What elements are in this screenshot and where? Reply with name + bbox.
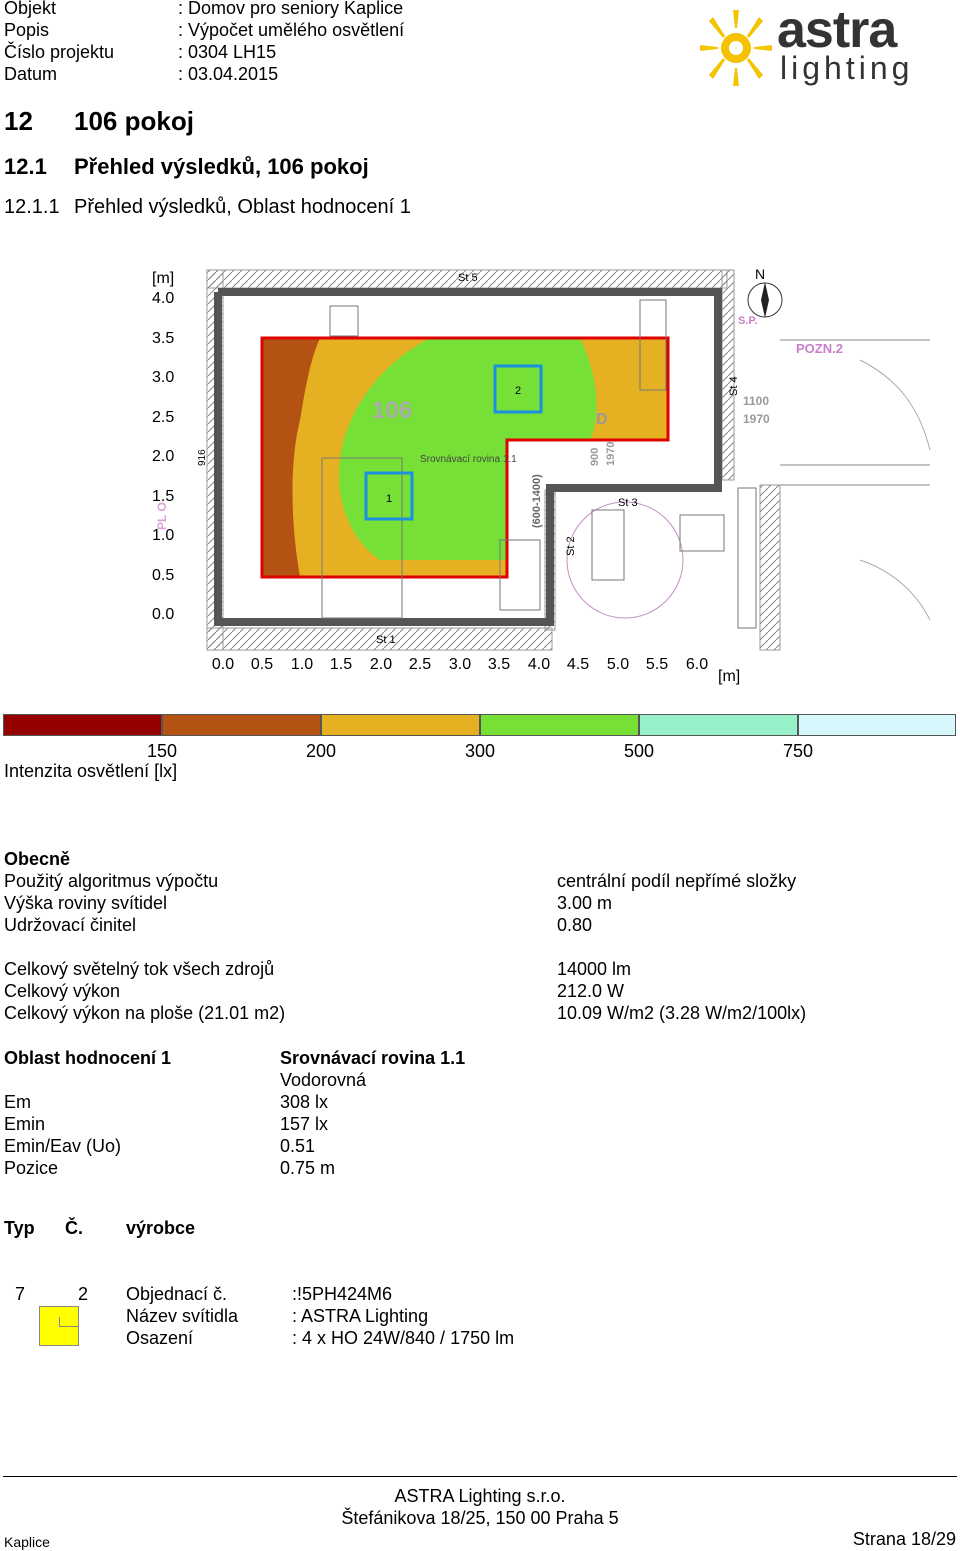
door-label: D: [596, 411, 608, 428]
legend-swatch: [639, 714, 798, 736]
wall-hatch: [722, 270, 734, 480]
col-header-vyrobce: výrobce: [126, 1218, 196, 1238]
h2-title: Přehled výsledků, 106 pokoj: [74, 154, 369, 179]
header-value-datum: : 03.04.2015: [178, 64, 279, 84]
x-tick-label: 2.5: [408, 656, 432, 673]
pl-label: PL O: [155, 502, 169, 530]
header-label-popis: Popis: [4, 20, 50, 40]
general-value: 14000 lm: [557, 959, 632, 979]
label-st3: St 3: [618, 497, 638, 509]
wall-hatch: [760, 485, 780, 650]
x-tick-label: 1.0: [290, 656, 314, 673]
legend-value: 200: [305, 741, 337, 761]
area-label: Em: [4, 1092, 31, 1112]
plane-label: Srovnávací rovina 1.1: [420, 454, 517, 465]
x-tick-label: 2.0: [369, 656, 393, 673]
y-tick-label: 3.0: [152, 369, 175, 386]
header-value-popis: : Výpočet umělého osvětlení: [178, 20, 405, 40]
rail: [738, 488, 756, 628]
header-value-cislo: : 0304 LH15: [178, 42, 277, 62]
stair-arc: [860, 560, 930, 620]
y-tick-label: 2.5: [152, 409, 175, 426]
general-label: Použitý algoritmus výpočtu: [4, 871, 219, 891]
luminaire-symbol: [39, 1306, 79, 1346]
stair-arc: [860, 360, 930, 450]
area-orientation: Vodorovná: [280, 1070, 367, 1090]
x-tick-label: 4.5: [566, 656, 590, 673]
y-tick-label: 1.0: [152, 527, 175, 544]
h1-title: 106 pokoj: [74, 106, 194, 136]
turning-circle: [567, 502, 683, 618]
door-width-label: 900: [589, 447, 601, 466]
general-label: Celkový světelný tok všech zdrojů: [4, 959, 275, 979]
x-tick-label: 0.5: [250, 656, 274, 673]
x-axis-unit: [m]: [718, 668, 741, 685]
x-tick-label: 4.0: [527, 656, 551, 673]
area-value: 0.51: [280, 1136, 316, 1156]
area-value: 157 lx: [280, 1114, 329, 1134]
legend-value: 500: [623, 741, 655, 761]
legend-swatch: [798, 714, 956, 736]
footer-rule: [3, 1476, 957, 1477]
sun-icon: [700, 8, 772, 84]
area-label: Emin/Eav (Uo): [4, 1136, 122, 1156]
footer-location: Kaplice: [4, 1534, 50, 1550]
window-height-label: 1970: [743, 412, 770, 426]
y-tick-label: 2.0: [152, 448, 175, 465]
x-tick-label: 3.5: [487, 656, 511, 673]
y-tick-label: 4.0: [152, 290, 175, 307]
label-st2: St 2: [565, 536, 577, 556]
luminaire-2-label: 2: [515, 385, 522, 397]
luminaire-value: : ASTRA Lighting: [292, 1306, 429, 1326]
label-st1: St 1: [376, 634, 396, 646]
wall-label: 916: [197, 449, 208, 466]
y-axis-unit: [m]: [152, 270, 175, 287]
label-st4: St 4: [728, 376, 740, 396]
cabinet: [330, 306, 358, 336]
h3-number: 12.1.1: [4, 196, 60, 218]
header-label-objekt: Objekt: [4, 0, 57, 18]
h3-title: Přehled výsledků, Oblast hodnocení 1: [74, 196, 411, 218]
toilet: [680, 515, 724, 551]
x-tick-label: 5.5: [645, 656, 669, 673]
logo-word-lighting: lighting: [780, 50, 914, 86]
area-value: 0.75 m: [280, 1158, 336, 1178]
area-value: 308 lx: [280, 1092, 329, 1112]
logo-word-astra: astra: [777, 1, 897, 59]
page-number: Strana 18/29: [852, 1529, 956, 1549]
h1-number: 12: [4, 106, 33, 136]
general-value: 0.80: [557, 915, 593, 935]
pozn-label: POZN.2: [796, 341, 843, 356]
general-label: Udržovací činitel: [4, 915, 137, 935]
luminaire-value: :!5PH424M6: [292, 1284, 393, 1304]
y-tick-label: 1.5: [152, 488, 175, 505]
area-label: Pozice: [4, 1158, 59, 1178]
north-arrow-icon: [761, 282, 769, 318]
header-label-cislo: Číslo projektu: [4, 42, 115, 62]
door-height-label: 1970: [605, 441, 617, 466]
x-tick-label: 6.0: [685, 656, 709, 673]
x-tick-label: 3.0: [448, 656, 472, 673]
luminaire-1-label: 1: [386, 493, 393, 505]
label-st5: St 5: [458, 272, 478, 284]
legend-swatch: [480, 714, 639, 736]
legend-swatch: [321, 714, 480, 736]
legend-value: 150: [146, 741, 178, 761]
window-width-label: 1100: [743, 394, 770, 408]
y-tick-label: 0.5: [152, 567, 175, 584]
luminaire-label: Objednací č.: [126, 1284, 228, 1304]
room-number: 106: [372, 397, 413, 424]
legend-title: Intenzita osvětlení [lx]: [4, 761, 178, 781]
legend-swatch: [162, 714, 321, 736]
x-tick-label: 5.0: [606, 656, 630, 673]
x-tick-label: 1.5: [329, 656, 353, 673]
shower: [592, 510, 624, 580]
col-header-typ: Typ: [4, 1218, 35, 1238]
general-label: Celkový výkon: [4, 981, 121, 1001]
area-title: Oblast hodnocení 1: [4, 1048, 172, 1068]
general-title: Obecně: [4, 849, 71, 869]
luminaire-count: 2: [78, 1284, 89, 1304]
general-value: 10.09 W/m2 (3.28 W/m2/100lx): [557, 1003, 807, 1023]
luminaire-type: 7: [15, 1284, 26, 1304]
general-value: 212.0 W: [557, 981, 625, 1001]
legend-value: 750: [782, 741, 814, 761]
col-header-count: Č.: [65, 1218, 83, 1238]
area-plane: Srovnávací rovina 1.1: [280, 1048, 466, 1068]
general-value: 3.00 m: [557, 893, 613, 913]
footer-address: Štefánikova 18/25, 150 00 Praha 5: [341, 1508, 619, 1528]
north-label: N: [755, 266, 766, 282]
general-value: centrální podíl nepřímé složky: [557, 871, 797, 891]
luminaire-label: Osazení: [126, 1328, 194, 1348]
legend-value: 300: [464, 741, 496, 761]
luminaire-label: Název svítidla: [126, 1306, 239, 1326]
footer-company: ASTRA Lighting s.r.o.: [394, 1486, 566, 1506]
header-label-datum: Datum: [4, 64, 58, 84]
y-tick-label: 3.5: [152, 330, 175, 347]
general-label: Výška roviny svítidel: [4, 893, 168, 913]
header-value-objekt: : Domov pro seniory Kaplice: [178, 0, 404, 18]
sp-label: S.P.: [738, 315, 758, 327]
area-label: Emin: [4, 1114, 46, 1134]
y-tick-label: 0.0: [152, 606, 175, 623]
x-tick-label: 0.0: [211, 656, 235, 673]
legend-swatch: [3, 714, 162, 736]
h2-number: 12.1: [4, 154, 47, 179]
general-label: Celkový výkon na ploše (21.01 m2): [4, 1003, 286, 1023]
window-label: (600-1400): [531, 474, 543, 528]
luminaire-value: : 4 x HO 24W/840 / 1750 lm: [292, 1328, 515, 1348]
